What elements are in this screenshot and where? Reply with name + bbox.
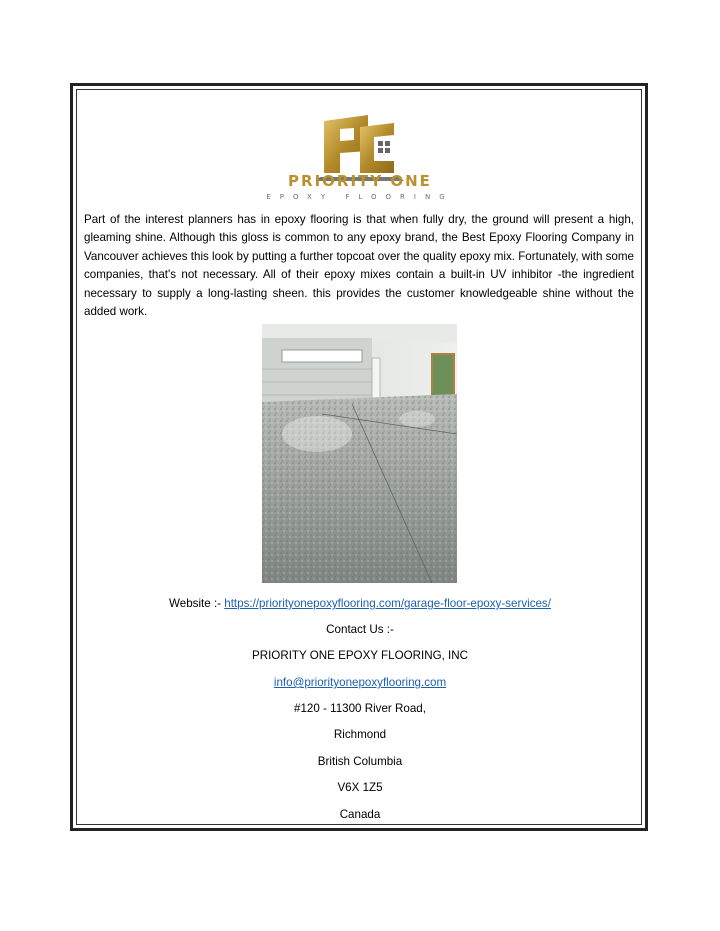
website-link[interactable]: https://priorityonepoxyflooring.com/garage-floor-epoxy-services/ (224, 597, 551, 610)
email-link[interactable]: info@priorityonepoxyflooring.com (273, 676, 447, 689)
website-line (0, 597, 720, 610)
website-label: Website :- (169, 597, 225, 610)
country-line: Canada (339, 808, 381, 821)
brand-name: PRIORITY ONE (288, 172, 432, 190)
company-name: PRIORITY ONE EPOXY FLOORING, INC (251, 649, 469, 662)
city-line: Richmond (333, 728, 387, 741)
address-line: #120 - 11300 River Road, (294, 702, 426, 715)
brand-tagline: EPOXY FLOORING (266, 193, 454, 201)
postal-code-line: V6X 1Z5 (337, 781, 383, 794)
email-line (0, 676, 720, 689)
garage-floor-photo (262, 324, 457, 583)
contact-heading: Contact Us :- (326, 623, 394, 636)
province-line: British Columbia (317, 755, 403, 768)
body-paragraph: Part of the interest planners has in epoxy flooring is that when fully dry, the ground will present a high, gleaming shine. Although this gloss is common to any epoxy brand, the Best Epoxy Flooring Company in Vancouver achieves this look by putting a further topcoat over the quality epoxy mix. Fortunately, with some companies, that's not necessary. All of their epoxy mixes contain a built-in UV inhibitor -the ingredient necessary to supply a long-lasting sheen. this provides the customer knowledgeable shine without the added work. (84, 213, 634, 319)
